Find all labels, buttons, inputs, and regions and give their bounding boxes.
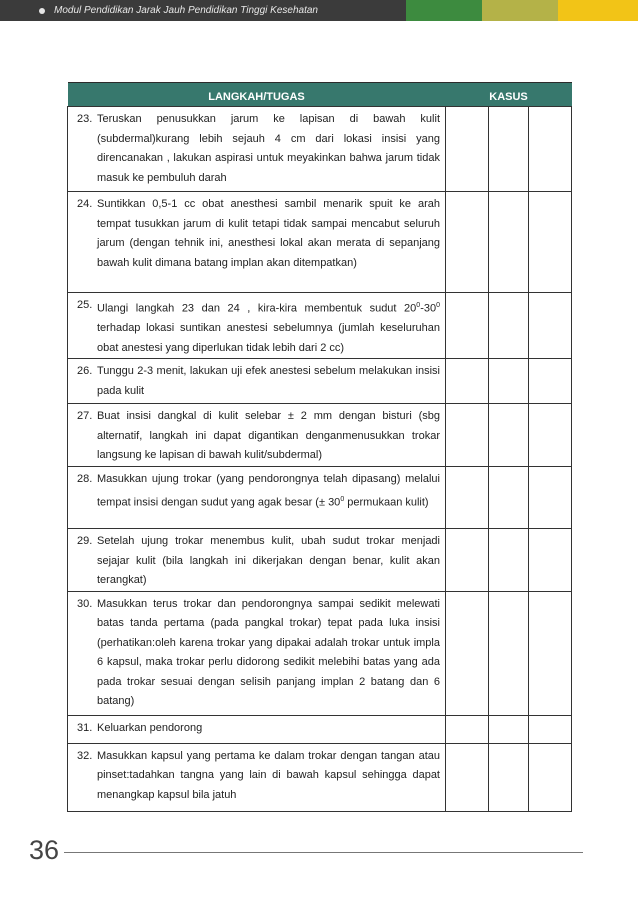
step-text: Masukkan terus trokar dan pendorongnya sampai sedikit melewati batas tanda pertama (pada pangkal trokar) tepat pada luka insisi (perhatikan:oleh karena trokar yang dipakai adalah trokar untuk impla 6 kapsul, maka trokar perlu didorong sedikit melebihi batas yang ada pada trokar sesuai dengan selisih panjang implan 2 batang dan 6 batang) — [97, 597, 440, 708]
case-cell[interactable] — [489, 591, 529, 715]
footer-rule — [64, 852, 583, 853]
case-cell[interactable] — [529, 192, 572, 293]
table-row — [68, 359, 572, 404]
step-number: 25. — [77, 299, 93, 311]
step-number: 30. — [77, 597, 93, 610]
case-cell[interactable] — [446, 467, 489, 529]
step-text: Buat insisi dangkal di kulit selebar ± 2 mm dengan bisturi (sbg alternatif, langkah ini dapat digantikan denganmenusukkan trokar langsung ke lapisan di bawah kulit/subdermal) — [97, 410, 440, 462]
step-cell — [68, 591, 446, 715]
case-cell[interactable] — [489, 192, 529, 293]
case-cell[interactable] — [489, 467, 529, 529]
case-cell[interactable] — [529, 467, 572, 529]
procedure-table — [67, 82, 572, 812]
table-row — [68, 107, 572, 192]
step-text: Keluarkan pendorong — [97, 721, 203, 734]
step-number: 32. — [77, 749, 93, 762]
case-cell[interactable] — [446, 529, 489, 592]
case-cell[interactable] — [529, 591, 572, 715]
case-cell[interactable] — [489, 404, 529, 467]
case-cell[interactable] — [446, 293, 489, 359]
table-row — [68, 715, 572, 743]
step-number: 29. — [77, 535, 93, 548]
case-cell[interactable] — [489, 293, 529, 359]
case-cell[interactable] — [529, 359, 572, 404]
table-row — [68, 743, 572, 811]
step-text: Ulangi langkah 23 dan 24 , kira-kira membentuk sudut $20^0-30^0$ terhadap lokasi suntikan anestesi sebelumnya (jumlah keseluruhan obat anestesi yang diperlukan tidak lebih dari 2 cc) — [97, 302, 440, 354]
case-cell[interactable] — [529, 107, 572, 192]
case-cell[interactable] — [529, 715, 572, 743]
step-text: Suntikkan 0,5-1 cc obat anesthesi sambil menarik spuit ke arah tempat tusukkan jarum di kulit tetapi tidak sampai mencabut seluruh jarum (dengan tehnik ini, anesthesi lokal akan merata di sepanjang bawah kulit dimana batang implan akan ditempatkan) — [97, 198, 440, 269]
case-cell[interactable] — [446, 404, 489, 467]
header-color-block-green — [406, 0, 482, 21]
case-cell[interactable] — [446, 359, 489, 404]
step-number: 27. — [77, 410, 93, 423]
step-cell — [68, 715, 446, 743]
step-text: Setelah ujung trokar menembus kulit, ubah sudut trokar menjadi sejajar kulit (bila langkah ini dikerjakan dengan benar, kulit akan terangkat) — [97, 535, 440, 587]
case-cell[interactable] — [446, 743, 489, 811]
case-cell[interactable] — [489, 359, 529, 404]
bullet-icon — [39, 8, 45, 14]
step-text: Masukkan kapsul yang pertama ke dalam trokar dengan tangan atau pinset:tadahkan tangna yang lain di bawah kapsul sehingga dapat menangkap kapsul bila jatuh — [97, 749, 440, 801]
step-cell — [68, 293, 446, 359]
case-cell[interactable] — [489, 529, 529, 592]
header-cases: KASUS — [446, 83, 572, 107]
case-cell[interactable] — [446, 715, 489, 743]
table-row — [68, 404, 572, 467]
module-title: Modul Pendidikan Jarak Jauh Pendidikan Tinggi Kesehatan — [54, 5, 318, 16]
step-number: 24. — [77, 198, 93, 210]
step-text: Teruskan penusukkan jarum ke lapisan di bawah kulit (subdermal)kurang lebih sejauh 4 cm dari lokasi insisi yang direncanakan , lakukan aspirasi untuk meyakinkan bahwa jarum tidak masuk ke pembuluh darah — [97, 113, 440, 184]
step-number: 26. — [77, 365, 93, 378]
table-row — [68, 591, 572, 715]
case-cell[interactable] — [446, 107, 489, 192]
header-bar — [0, 0, 638, 21]
step-number: 31. — [77, 721, 93, 734]
step-cell — [68, 192, 446, 293]
table-row — [68, 293, 572, 359]
table-row — [68, 467, 572, 529]
case-cell[interactable] — [446, 192, 489, 293]
case-cell[interactable] — [529, 743, 572, 811]
step-cell — [68, 359, 446, 404]
table-row — [68, 529, 572, 592]
case-cell[interactable] — [446, 591, 489, 715]
step-cell — [68, 743, 446, 811]
step-cell — [68, 529, 446, 592]
step-cell — [68, 107, 446, 192]
step-text: Tunggu 2-3 menit, lakukan uji efek anestesi sebelum melakukan insisi pada kulit — [97, 365, 440, 397]
case-cell[interactable] — [529, 293, 572, 359]
header-color-block-yellow — [558, 0, 638, 21]
header-steps: LANGKAH/TUGAS — [68, 83, 446, 107]
table-row — [68, 192, 572, 293]
step-cell — [68, 467, 446, 529]
step-cell — [68, 404, 446, 467]
step-text: Masukkan ujung trokar (yang pendorongnya telah dipasang) melalui tempat insisi dengan sudut yang agak besar (± $30^0$ permukaan kulit) — [97, 473, 440, 509]
header-title-block — [0, 0, 406, 21]
case-cell[interactable] — [489, 715, 529, 743]
case-cell[interactable] — [529, 529, 572, 592]
case-cell[interactable] — [529, 404, 572, 467]
header-color-block-olive — [482, 0, 558, 21]
table-header-row — [68, 83, 572, 107]
page-number: 36 — [29, 835, 60, 865]
case-cell[interactable] — [489, 107, 529, 192]
step-number: 23. — [77, 113, 93, 125]
step-number: 28. — [77, 473, 93, 486]
case-cell[interactable] — [489, 743, 529, 811]
